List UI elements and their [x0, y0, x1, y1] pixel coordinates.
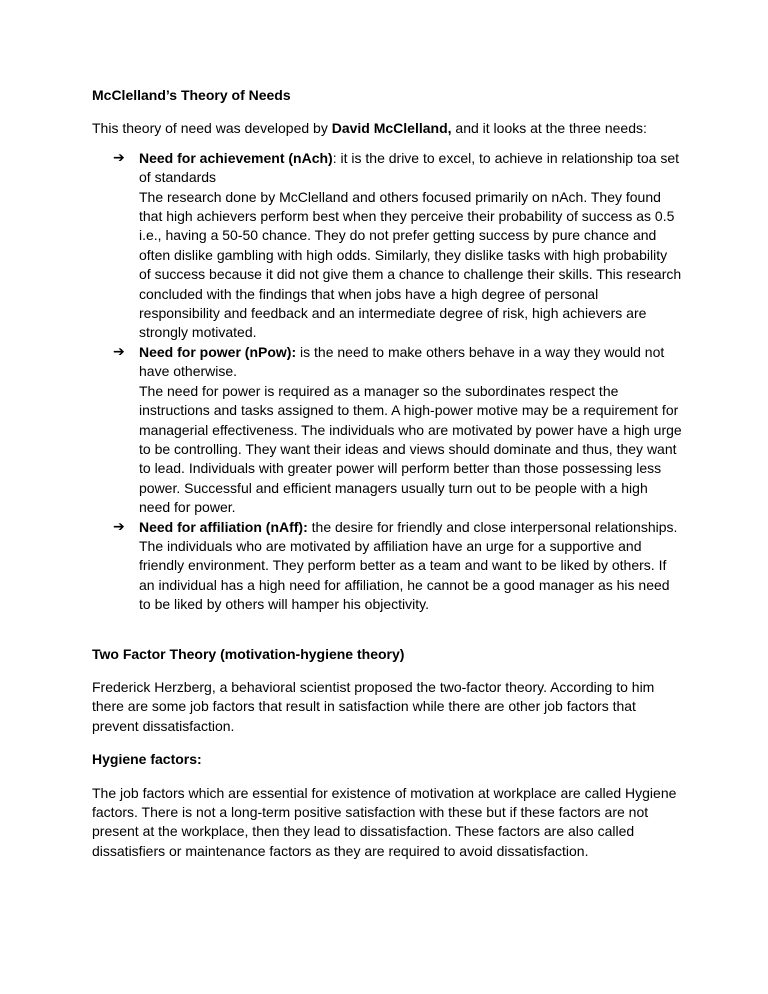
mcclelland-heading: McClelland’s Theory of Needs — [92, 87, 291, 103]
document-content — [92, 86, 682, 861]
needs-list — [92, 149, 682, 615]
two-factor-paragraph: Frederick Herzberg, a behavioral scientist proposed the two-factor theory. According to him there are some job factors that result in satisfaction while there are other job factors that prevent dissatisfaction. — [92, 678, 655, 734]
need-definition-text: the desire for friendly and close interpersonal relationships. — [307, 518, 678, 535]
list-item-achievement — [92, 149, 682, 343]
mcclelland-intro — [92, 119, 682, 138]
list-item-power — [92, 343, 682, 518]
two-factor-heading: Two Factor Theory (motivation-hygiene theory) — [92, 645, 405, 662]
intro-author: David McClelland, — [331, 120, 452, 137]
intro-text-before: This theory of need was developed by — [92, 120, 332, 137]
hygiene-heading: Hygiene factors: — [92, 751, 202, 768]
need-term: Need for power (nPow): — [139, 343, 297, 360]
hygiene-paragraph: The job factors which are essential for existence of motivation at workplace are called Hygiene factors. There is not a long-term positive satisfaction with these but if these factors are not present at the workplace, then they lead to dissatisfaction. These factors are also called dissatisfiers or maintenance factors as they are required to avoid dissatisfaction. — [92, 784, 677, 859]
need-definition — [139, 343, 682, 382]
arrow-bullet-icon: ➔ — [113, 149, 125, 166]
need-definition-text: is the need to make others behave in a way they would not have otherwise. — [139, 343, 665, 380]
need-term: Need for affiliation (nAff): — [139, 518, 308, 535]
need-definition — [139, 149, 682, 188]
arrow-bullet-icon: ➔ — [113, 518, 125, 535]
need-term: Need for achievement (nAch) — [139, 149, 333, 166]
need-detail: The individuals who are motivated by affiliation have an urge for a supportive and friendly environment. They perform better as a team and want to be liked by others. If an individual has a high need for affiliation, he cannot be a good manager as his need to be liked by others will hamper his objectivity. — [139, 537, 670, 613]
need-detail: The research done by McClelland and others focused primarily on nAch. They found that high achievers perform best when they perceive their probability of success as 0.5 i.e., having a 50-50 chance. They do not prefer getting success by pure chance and often dislike gambling with high odds. Similarly, they dislike tasks with high probability of success because it did not give them a chance to challenge their skills. This research concluded with the findings that when jobs have a high degree of personal responsibility and feedback and an intermediate degree of risk, high achievers are strongly motivated. — [139, 188, 682, 341]
list-item-affiliation — [92, 518, 682, 615]
arrow-bullet-icon: ➔ — [113, 343, 125, 360]
need-definition — [139, 518, 682, 537]
need-definition-text: : it is the drive to excel, to achieve in relationship toa set of standards — [139, 149, 680, 186]
intro-text-after: and it looks at the three needs: — [451, 120, 647, 137]
need-detail: The need for power is required as a manager so the subordinates respect the instructions and tasks assigned to them. A high-power motive may be a requirement for managerial effectiveness. The individuals who are motivated by power have a high urge to be controlling. They want their ideas and views should dominate and thus, they want to lead. Individuals with greater power will perform better than those possessing less power. Successful and efficient managers usually turn out to be people with a high need for power. — [139, 382, 682, 516]
